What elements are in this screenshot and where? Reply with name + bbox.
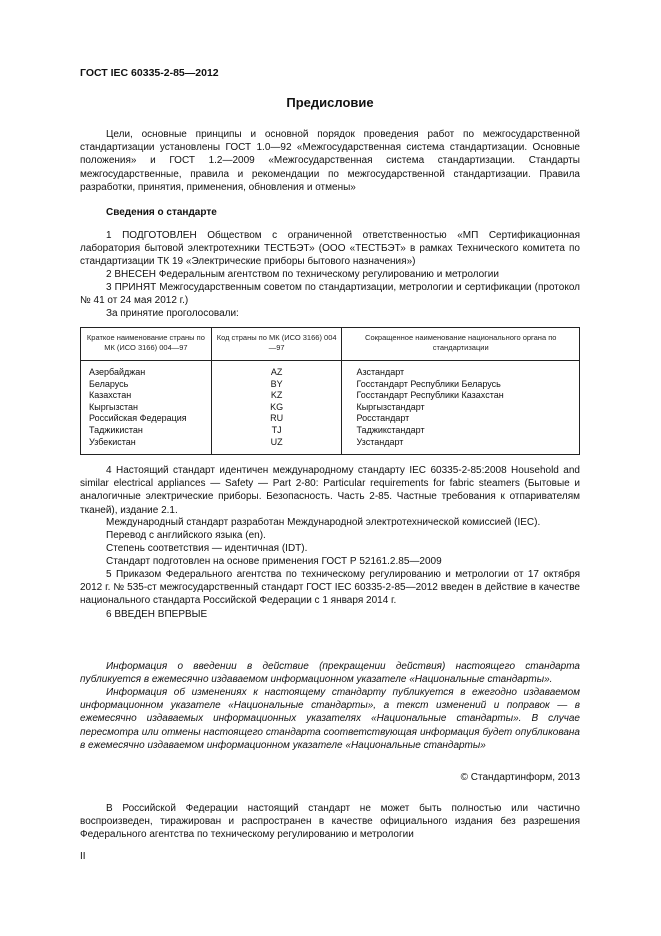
body-cell: Узстандарт (342, 437, 580, 455)
item-4-translation: Перевод с английского языка (en). (106, 530, 266, 541)
col-header-country: Краткое наименование страны по МК (ИСО 3166) 004—97 (81, 328, 212, 361)
page-title: Предисловие (286, 95, 374, 110)
info-enactment: Информация о введении в действие (прекращении действия) настоящего стандарта публикуется в ежемесячно издаваемом информационном указателе «Национальные стандарты». (80, 661, 580, 686)
copyright-notice: © Стандартинформ, 2013 (460, 772, 580, 783)
code-cell: AZ (211, 361, 342, 379)
country-cell: Казахстан (81, 390, 212, 402)
country-cell: Российская Федерация (81, 413, 212, 425)
body-cell: Кыргызстандарт (342, 402, 580, 414)
country-cell: Таджикистан (81, 425, 212, 437)
section-heading: Сведения о стандарте (106, 207, 217, 218)
table-row (81, 425, 580, 437)
item-4-identical: 4 Настоящий стандарт идентичен международному стандарту IEC 60335-2-85:2008 Household and similar electrical appliances — Safety — Part 2-80: Particular requirements for fabric steamers (Бытовые и аналогичные электрические приборы. Безопасность. Часть 2-85. Частные требования к отпаривателям тканей), издание 2.1. (80, 465, 580, 516)
code-cell: BY (211, 379, 342, 391)
item-2-introduced: 2 ВНЕСЕН Федеральным агентством по техническому регулированию и метрологии (106, 269, 499, 280)
item-4-basis: Стандарт подготовлен на основе применения ГОСТ Р 52161.2.85—2009 (106, 556, 442, 567)
table-header-row (81, 328, 580, 361)
reproduction-notice: В Российской Федерации настоящий стандарт не может быть полностью или частично воспроизведен, тиражирован и распространен в качестве официального издания без разрешения Федерального агентства по техническому регулированию и метрологии (80, 803, 580, 841)
table-row (81, 437, 580, 455)
item-3-adopted: 3 ПРИНЯТ Межгосударственным советом по стандартизации, метрологии и сертификации (протокол № 41 от 24 мая 2012 г.) (80, 282, 580, 307)
body-cell: Росстандарт (342, 413, 580, 425)
table-row (81, 361, 580, 379)
code-cell: RU (211, 413, 342, 425)
info-changes: Информация об изменениях к настоящему стандарту публикуется в ежегодно издаваемом информационном указателе «Национальные стандарты», а текст изменений и поправок — в ежемесячно издаваемых информационных указателях «Национальные стандарты». В случае пересмотра или отмены настоящего стандарта соответствующая информация будет опубликована в ежемесячно издаваемом информационном указателе «Национальные стандарты» (80, 687, 580, 751)
voting-table (80, 327, 580, 455)
item-6-first-introduced: 6 ВВЕДЕН ВПЕРВЫЕ (106, 609, 208, 620)
country-cell: Кыргызстан (81, 402, 212, 414)
voted-caption: За принятие проголосовали: (106, 308, 239, 319)
body-cell: Азстандарт (342, 361, 580, 379)
item-4-degree: Степень соответствия — идентичная (IDT). (106, 543, 308, 554)
code-cell: KG (211, 402, 342, 414)
page-number: II (80, 851, 86, 862)
col-header-body: Сокращенное наименование национального органа по стандартизации (342, 328, 580, 361)
intro-paragraph: Цели, основные принципы и основной порядок проведения работ по межгосударственной стандартизации установлены ГОСТ 1.0—92 «Межгосударственная система стандартизации. Основные положения» и ГОСТ 1.2—2009 «Межгосударственная система стандартизации. Стандарты межгосударственные, правила и рекомендации по межгосударственной стандартизации. Правила разработки, принятия, применения, обновления и отмены» (80, 129, 580, 193)
item-4-developer: Международный стандарт разработан Международной электротехнической комиссией (IEC). (106, 517, 541, 528)
document-header: ГОСТ IEC 60335-2-85—2012 (80, 67, 219, 79)
item-1-prepared: 1 ПОДГОТОВЛЕН Обществом с ограниченной ответственностью «МП Сертификационная лаборатория бытовой электротехники ТЕСТБЭТ» (ООО «ТЕСТБЭТ» в рамках Технического комитета по стандартизации ТК 19 «Электрические приборы бытового назначения») (80, 230, 580, 268)
country-cell: Беларусь (81, 379, 212, 391)
col-header-code: Код страны по МК (ИСО 3166) 004—97 (211, 328, 342, 361)
body-cell: Таджикстандарт (342, 425, 580, 437)
code-cell: TJ (211, 425, 342, 437)
code-cell: UZ (211, 437, 342, 455)
table-row (81, 379, 580, 391)
table-row (81, 402, 580, 414)
country-cell: Узбекистан (81, 437, 212, 455)
body-cell: Госстандарт Республики Казахстан (342, 390, 580, 402)
country-cell: Азербайджан (81, 361, 212, 379)
code-cell: KZ (211, 390, 342, 402)
item-5-order: 5 Приказом Федерального агентства по техническому регулированию и метрологии от 17 октября 2012 г. № 535-ст межгосударственный стандарт ГОСТ IEC 60335-2-85—2012 введен в действие в качестве национального стандарта Российской Федерации с 1 января 2014 г. (80, 569, 580, 607)
table-row (81, 390, 580, 402)
table-row (81, 413, 580, 425)
body-cell: Госстандарт Республики Беларусь (342, 379, 580, 391)
